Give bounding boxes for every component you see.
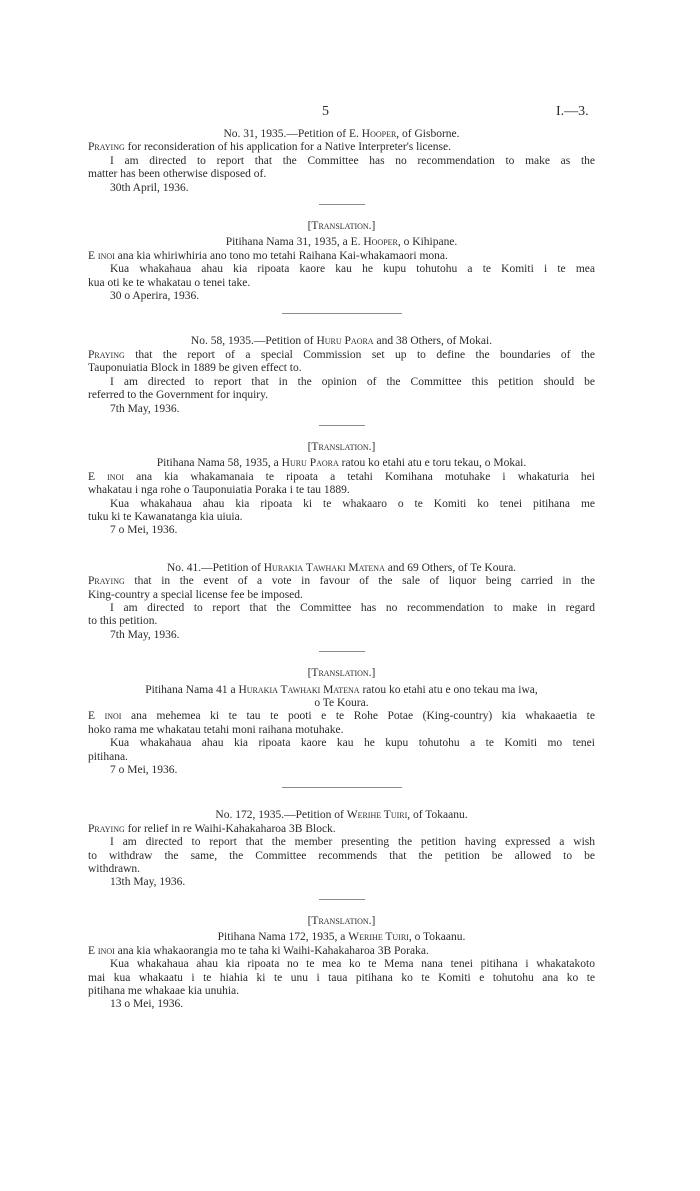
separator-rule [319,204,365,205]
committee-report: I am directed to report that the Committee has no recommendation to make as the [110,154,595,167]
petition-entry [88,335,595,415]
translation-heading: Pitihana Nama 31, 1935, a E. Hooper, o Kihipane. [225,236,458,249]
petition-entry [88,809,595,889]
petition-prayer: King-country a special license fee be imposed. [88,588,303,601]
translation-prayer: hoko rama me whakatau tetahi moni raihana motuhake. [88,723,344,736]
translation-heading: Pitihana Nama 58, 1935, a Huru Paora ratou ko etahi atu e toru tekau, o Mokai. [156,457,527,470]
translation-heading: Pitihana Nama 41 a Hurakia Tawhaki Matena ratou ko etahi atu e ono tekau ma iwa, [145,683,538,696]
committee-report: to withdraw the same, the Committee recommends that the petition be allowed to be [88,849,595,862]
translation-prayer: E inoi ana kia whakamanaia te ripoata a tetahi Komihana motuhake i whakaturia hei [88,470,595,483]
committee-report: I am directed to report that the Committee has no recommendation to make in regard [110,601,595,614]
petition-prayer: Praying for reconsideration of his application for a Native Interpreter's license. [88,141,451,154]
separator-rule [319,425,365,426]
translation-report: pitihana me whakaae kia unuhia. [88,984,240,997]
report-date: 13th May, 1936. [110,876,186,889]
translation-heading: o Te Koura. [314,697,369,709]
translation-label: [Translation.] [307,440,376,453]
translation-heading: Pitihana Nama 172, 1935, a Werihe Tuiri, o Tokaanu. [217,931,466,944]
section-rule [282,787,402,788]
document-body [88,128,595,1012]
translation-entry [88,667,595,777]
separator-rule [319,651,365,652]
translation-prayer: whakatau i nga rohe o Tauponuiatia Poraka i te tau 1889. [88,484,350,497]
petition-entry [88,562,595,642]
report-date: 7th May, 1936. [110,628,180,641]
translation-report: tuku ki te Kawanatanga kia uiuia. [88,510,243,523]
translation-entry [88,915,595,1012]
translation-report: Kua whakahaua ahau kia ripoata kaore kau he kupu tohutohu a te Komiti i te mea [110,263,595,276]
petition-heading: No. 172, 1935.—Petition of Werihe Tuiri, of Tokaanu. [215,809,468,822]
committee-report: referred to the Government for inquiry. [88,389,268,402]
committee-report: matter has been otherwise disposed of. [88,168,267,181]
translation-date: 30 o Aperira, 1936. [110,290,200,303]
translation-entry [88,220,595,303]
translation-label: [Translation.] [307,220,376,233]
petition-prayer: Praying for relief in re Waihi-Kahakaharoa 3B Block. [88,822,336,835]
committee-report: I am directed to report that in the opinion of the Committee this petition should be [110,375,595,388]
report-date: 30th April, 1936. [110,181,189,194]
translation-report: pitihana. [88,750,128,763]
section-rule [282,313,402,314]
petition-heading: No. 41.—Petition of Hurakia Tawhaki Matena and 69 Others, of Te Koura. [166,561,517,574]
translation-label: [Translation.] [307,914,376,927]
translation-report: kua oti ke te whakatau o tenei take. [88,276,251,289]
committee-report: withdrawn. [88,863,141,876]
report-date: 7th May, 1936. [110,402,180,415]
petition-prayer: Tauponuiatia Block in 1889 be given effect to. [88,362,302,375]
translation-report: Kua whakahaua ahau kia ripoata kaore kau he kupu tohutohu a te Komiti mo tenei [110,737,595,750]
petition-heading: No. 31, 1935.—Petition of E. Hooper, of Gisborne. [223,128,460,140]
page-number: 5 [322,104,329,119]
translation-prayer: E inoi ana kia whakaorangia mo te taha ki Waihi-Kahakaharoa 3B Poraka. [88,944,429,957]
petition-heading: No. 58, 1935.—Petition of Huru Paora and 38 Others, of Mokai. [190,335,493,348]
translation-date: 13 o Mei, 1936. [110,998,184,1011]
translation-date: 7 o Mei, 1936. [110,764,178,777]
separator-rule [319,899,365,900]
translation-prayer: E inoi ana kia whiriwhiria ano tono mo tetahi Raihana Kai-whakamaori mona. [88,249,448,262]
translation-report: mai kua whakaatu i te hiahia ki te unu i taua pitihana ko te Komiti e tohutohu ana ko te [88,971,595,984]
translation-report: Kua whakahaua ahau kia ripoata ki te whakaaro o te Komiti ko tenei pitihana me [110,497,595,510]
committee-report: I am directed to report that the member presenting the petition having expressed a wish [110,836,595,849]
translation-prayer: E inoi ana mehemea ki te tau te pooti e te Rohe Potae (King-country) kia whakaaetia te [88,710,595,723]
petition-prayer: Praying that the report of a special Commission set up to define the boundaries of the [88,348,595,361]
committee-report: to this petition. [88,615,158,628]
page-reference: I.—3. [556,104,589,119]
translation-date: 7 o Mei, 1936. [110,524,178,537]
petition-entry [88,128,595,195]
translation-entry [88,441,595,538]
petition-prayer: Praying that in the event of a vote in favour of the sale of liquor being carried in the [88,575,595,588]
translation-report: Kua whakahaua ahau kia ripoata no te mea ko te Mema nana tenei pitihana i whakatakoto [110,958,595,971]
translation-label: [Translation.] [307,667,376,680]
